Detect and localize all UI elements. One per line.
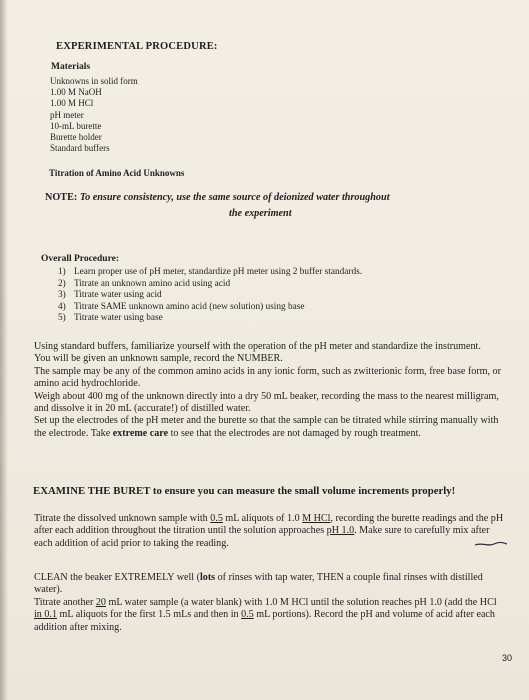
- emphasis-text: extreme care: [112, 427, 169, 439]
- underlined-text: pH 1.0: [326, 525, 355, 537]
- underlined-text: 0.5: [210, 513, 223, 524]
- materials-item: 1.00 M HCl: [50, 98, 94, 109]
- step-text: Learn proper use of pH meter, standardize pH meter using 2 buffer standards.: [74, 267, 363, 277]
- page-number: 30: [502, 653, 513, 663]
- step-number: 5): [58, 313, 66, 324]
- text-run: . Make sure to carefully mix after each addition of acid prior to taking the reading.: [34, 525, 490, 549]
- text-run: mL aliquots of 1.0: [222, 513, 303, 524]
- page-edge-shadow: [0, 0, 8, 700]
- list-item: [58, 267, 362, 279]
- paragraph-line: [34, 415, 506, 440]
- list-item: [58, 302, 362, 314]
- underlined-text: M HCl: [302, 513, 331, 524]
- overall-procedure-title: Overall Procedure:: [41, 254, 119, 264]
- text-run: , recording the burette readings and the pH after each addition throughout the titration until the solution approaches: [34, 513, 504, 537]
- procedure-steps: [58, 267, 362, 325]
- text-run: CLEAN the beaker EXTREMELY well (: [34, 572, 200, 583]
- text-run: mL water sample (a water blank) with 1.0 M HCl until the solution reaches pH 1.0 (add the HCl: [105, 596, 497, 608]
- note-label: NOTE:: [45, 192, 80, 203]
- text-run: Titrate another: [34, 596, 96, 608]
- materials-list: [50, 76, 138, 154]
- step-number: 4): [58, 301, 66, 312]
- step-text: Titrate SAME unknown amino acid (new solution) using base: [74, 301, 305, 312]
- list-item: [58, 290, 362, 302]
- materials-item: Standard buffers: [50, 143, 110, 154]
- materials-title: Materials: [51, 62, 91, 72]
- paragraph-line: Using standard buffers, familiarize yourself with the operation of the pH meter and standardize the instrument.: [34, 341, 481, 352]
- paragraph-titrate-sample: [34, 513, 506, 550]
- materials-item: 1.00 M NaOH: [50, 87, 102, 98]
- text-run: of rinses with tap water, THEN a couple final rinses with distilled water).: [34, 572, 483, 596]
- titration-title: Titration of Amino Acid Unknowns: [49, 168, 185, 178]
- paragraph-line: The sample may be any of the common amino acids in any ionic form, such as zwitterionic form, free base form, or amino acid hydrochloride.: [34, 365, 501, 390]
- examine-buret-heading: EXAMINE THE BURET to ensure you can measure the small volume increments properly!: [33, 485, 456, 497]
- materials-item: 10-mL burette: [50, 120, 102, 131]
- paragraph-line: You will be given an unknown sample, record the NUMBER.: [34, 353, 283, 365]
- step-text: Titrate water using acid: [74, 290, 162, 301]
- emphasis-text: lots: [199, 572, 216, 583]
- materials-item: pH meter: [50, 109, 84, 120]
- note-line-1: [45, 192, 390, 203]
- paragraph-line: Weigh about 400 mg of the unknown directly into a dry 50 mL beaker, recording the mass to the nearest milligram, and dissolve it in 20 mL (accurate!) of distilled water.: [34, 390, 499, 415]
- paragraph-line: [34, 572, 506, 597]
- note-text-1: To ensure consistency, use the same source of deionized water throughout: [79, 192, 390, 203]
- paragraph-line: [34, 597, 506, 634]
- list-item: [58, 313, 362, 325]
- underlined-text: 20: [95, 596, 106, 608]
- text-run: mL portions). Record the pH and volume of acid after each addition after mixing.: [34, 609, 495, 633]
- handwritten-underline: [474, 541, 508, 547]
- underlined-text: 0.5: [241, 609, 254, 621]
- materials-item: Unknowns in solid form: [50, 76, 138, 86]
- step-number: 1): [58, 267, 66, 277]
- note-text-2: the experiment: [229, 208, 292, 219]
- text-run: to see that the electrodes are not damaged by rough treatment.: [168, 427, 421, 439]
- step-number: 3): [58, 290, 66, 301]
- text-run: mL aliquots for the first 1.5 mLs and then in: [57, 609, 242, 621]
- step-number: 2): [58, 278, 66, 289]
- text-run: Titrate the dissolved unknown sample with: [34, 513, 211, 524]
- underlined-text: in 0.1: [34, 609, 57, 621]
- paragraph-water-blank: [34, 572, 506, 634]
- text-run: Set up the electrodes of the pH meter and the burette so that the sample can be titrated while stirring manually with the electrode. Take: [34, 415, 499, 439]
- paragraph-setup: [34, 341, 506, 440]
- step-text: Titrate water using base: [74, 313, 163, 324]
- materials-item: Burette holder: [50, 132, 102, 143]
- step-text: Titrate an unknown amino acid using acid: [74, 278, 231, 289]
- section-heading: EXPERIMENTAL PROCEDURE:: [56, 41, 218, 52]
- list-item: [58, 279, 362, 291]
